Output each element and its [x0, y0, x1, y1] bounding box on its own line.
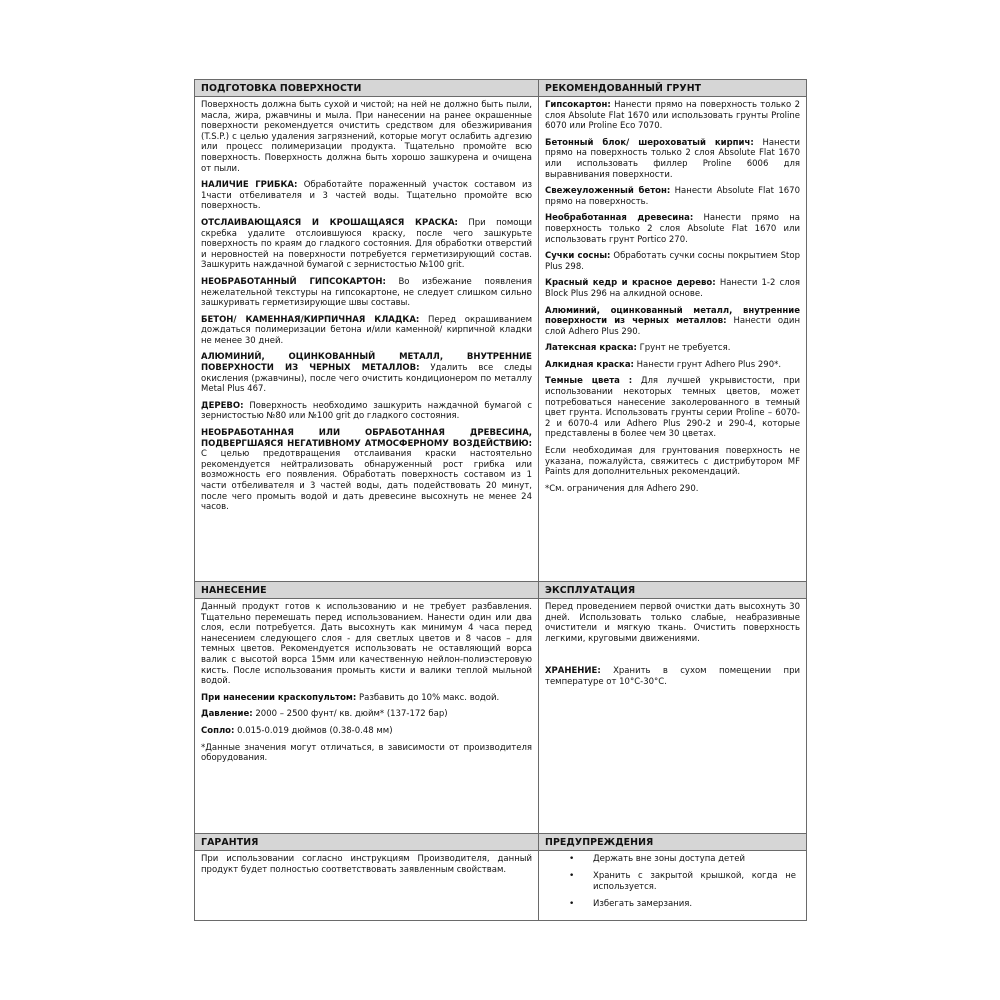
wood-paragraph	[201, 401, 532, 422]
primer-wood	[545, 213, 800, 245]
warning-item: • Избегать замерзания.	[565, 899, 800, 910]
primer-dark-text: Для лучшей укрывистости, при использовании некоторых темных цветов, может потребоваться нанесение заколерованного в темный цвет грунта. Использовать грунты серии Proline – 6070-2 и 6070-4 или Adhero Plus 290-2 и 290-4, которые представлены в более чем 30 цветах.	[545, 376, 801, 440]
content-row-1	[195, 97, 807, 582]
primer-alkyd	[545, 360, 800, 371]
peel-paragraph	[201, 218, 532, 271]
wood-label: ДЕРЕВО:	[201, 400, 244, 411]
warning-item: • Хранить с закрытой крышкой, когда не используется.	[565, 871, 800, 892]
primer-note: *См. ограничения для Adhero 290.	[545, 483, 699, 494]
pressure-text: 2000 – 2500 фунт/ кв. дюйм* (137-172 бар)	[255, 709, 448, 720]
primer-contact: Если необходимая для грунтования поверхность не указана, пожалуйста, свяжитесь с дистрибутором MF Paints для дополнительных рекомендаций.	[545, 446, 800, 478]
spray-label: При нанесении краскопультом:	[201, 692, 357, 703]
concrete-text: Перед окрашиванием дождаться полимеризации бетона и/или каменной/ кирпичной кладки не менее 30 дней.	[201, 314, 532, 346]
primer-alkyd-text: Нанести грунт Adhero Plus 290*.	[636, 359, 782, 370]
concrete-label: БЕТОН/ КАМЕННАЯ/КИРПИЧНАЯ КЛАДКА:	[201, 314, 420, 325]
primer-fresh-concrete	[545, 186, 800, 207]
content-row-2	[195, 599, 807, 834]
warnings-list	[545, 854, 800, 909]
nozzle-text: 0.015-0.019 дюймов (0.38-0.48 мм)	[237, 725, 393, 736]
maintenance-intro: Перед проведением первой очистки дать высохнуть 30 дней. Использовать только слабые, неабразивные очистители и мягкую ткань. Очистить поверхность легкими, круговыми движениями.	[545, 602, 800, 644]
weathered-text: С целью предотвращения отслаивания краски настоятельно рекомендуется нейтрализовать обнаруженный рост грибка или возможность его появления. Обработать поверхность составом из 1 части отбеливателя и 3 частей воды, дать подействовать 20 минут, после чего промыть водой и дать древесине высохнуть не менее 24 часов.	[201, 449, 532, 513]
datasheet-table	[194, 79, 807, 921]
primer-wood-text: Нанести прямо на поверхность только 2 слоя Absolute Flat 1670 или использовать грунт Portico 270.	[545, 213, 801, 245]
drywall-label: НЕОБРАБОТАННЫЙ ГИПСОКАРТОН:	[201, 276, 386, 287]
mold-label: НАЛИЧИЕ ГРИБКА:	[201, 180, 298, 191]
primer-drywall-text: Нанести прямо на поверхность только 2 слоя Absolute Flat 1670 или использовать грунты Proline 6070 или Proline Eco 7070.	[545, 100, 800, 132]
warranty-heading: ГАРАНТИЯ	[195, 834, 539, 851]
peel-text: При помощи скребка удалите отслоившуюся краску, после чего зашкурьте поверхность по краям до гладкого состояния. Для обработки отверстий и неровностей на поверхности потребуется герметизирующий состав. Зашкурить наждачной бумагой с зернистостью №100 grit.	[201, 217, 533, 271]
storage-label: ХРАНЕНИЕ:	[545, 666, 601, 677]
warning-item: • Держать вне зоны доступа детей	[565, 854, 800, 865]
nozzle-paragraph	[201, 726, 532, 737]
metal-label: АЛЮМИНИЙ, ОЦИНКОВАННЫЙ МЕТАЛЛ, ВНУТРЕННИЕ ПОВЕРХНОСТИ ИЗ ЧЕРНЫХ МЕТАЛЛОВ:	[201, 352, 532, 374]
primer-block-label: Бетонный блок/ шероховатый кирпич:	[545, 137, 754, 148]
primer-metal-label: Алюминий, оцинкованный металл, внутренние поверхности из черных металлов:	[545, 305, 800, 327]
surface-prep-heading: ПОДГОТОВКА ПОВЕРХНОСТИ	[195, 80, 539, 97]
primer-block-text: Нанести прямо на поверхность только 2 слоя Absolute Flat 1670 или использовать филлер Proline 6006 для выравнивания поверхности.	[545, 137, 800, 180]
mold-text: Обработайте пораженный участок составом из 1части отбеливателя и 3 частей воды. Тщательно промойте всю поверхность.	[201, 180, 532, 212]
primer-fresh-label: Свежеуложенный бетон:	[545, 186, 671, 197]
primer-heading: РЕКОМЕНДОВАННЫЙ ГРУНТ	[539, 80, 807, 97]
surface-prep-section	[195, 97, 539, 582]
primer-cedar	[545, 278, 800, 299]
primer-fresh-text: Нанести Absolute Flat 1670 прямо на поверхность.	[545, 186, 801, 207]
drywall-text: Во избежание появления нежелательной текстуры на гипсокартоне, не следует слишком сильно зашкуривать герметизирующие швы составы.	[201, 276, 532, 309]
header-row-2	[195, 582, 807, 599]
application-note: *Данные значения могут отличаться, в зависимости от производителя оборудования.	[201, 742, 532, 764]
maintenance-section	[539, 599, 807, 834]
pressure-paragraph	[201, 709, 532, 720]
primer-wood-label: Необработанная древесина:	[545, 213, 694, 224]
primer-latex-text: Грунт не требуется.	[639, 343, 731, 354]
metal-text: Удалить все следы окисления (ржавчины), после чего очистить кондиционером по металлу Metal Plus 467.	[201, 363, 532, 395]
primer-dark-label: Темные цвета :	[545, 376, 633, 387]
warnings-heading: ПРЕДУПРЕЖДЕНИЯ	[539, 834, 807, 851]
primer-latex	[545, 343, 800, 354]
primer-alkyd-label: Алкидная краска:	[545, 359, 634, 370]
warranty-section	[195, 851, 539, 921]
primer-cedar-label: Красный кедр и красное дерево:	[545, 278, 716, 289]
primer-knots-label: Сучки сосны:	[545, 251, 611, 262]
mold-paragraph	[201, 180, 532, 212]
primer-drywall	[545, 100, 800, 132]
primer-block	[545, 138, 800, 180]
maintenance-heading: ЭКСПЛУАТАЦИЯ	[539, 582, 807, 599]
pressure-label: Давление:	[201, 709, 253, 720]
spray-paragraph	[201, 693, 532, 704]
primer-metal-text: Нанести один слой Adhero Plus 290.	[545, 316, 801, 337]
concrete-paragraph	[201, 315, 532, 347]
primer-section	[539, 97, 807, 582]
nozzle-label: Сопло:	[201, 725, 235, 736]
header-row-1	[195, 80, 807, 97]
wood-text: Поверхность необходимо зашкурить наждачной бумагой с зернистостью №80 или №100 grit до гладкого состояния.	[201, 400, 532, 422]
header-row-3	[195, 834, 807, 851]
weathered-paragraph	[201, 428, 532, 513]
surface-intro: Поверхность должна быть сухой и чистой; на ней не должно быть пыли, масла, жира, ржавчины и мыла. При нанесении на ранее окрашенные поверхности рекомендуется очистить средством для обезжиривания (T.S.P.) с целью удаления загрязнений, которые могут ослабить адгезию или процесс полимеризации продукта. Тщательно промойте всю поверхность. Поверхность должна быть хорошо зашкурена и очищена от пыли.	[201, 100, 532, 174]
content-row-3	[195, 851, 807, 921]
application-section	[195, 599, 539, 834]
warranty-text: При использовании согласно инструкциям Производителя, данный продукт будет полностью соответствовать заявленным свойствам.	[201, 854, 532, 875]
primer-cedar-text: Нанести 1-2 слоя Block Plus 296 на алкидной основе.	[545, 278, 800, 299]
application-heading: НАНЕСЕНИЕ	[195, 582, 539, 599]
drywall-paragraph	[201, 277, 532, 309]
storage-paragraph	[545, 666, 800, 687]
storage-text: Хранить в сухом помещении при температуре от 10°C-30°C.	[545, 666, 801, 687]
warnings-section	[539, 851, 807, 921]
primer-drywall-label: Гипсокартон:	[545, 100, 611, 110]
spray-text: Разбавить до 10% макс. водой.	[358, 692, 500, 703]
primer-metal	[545, 306, 800, 338]
primer-knots-text: Обработать сучки сосны покрытием Stop Plus 298.	[545, 251, 800, 272]
application-intro: Данный продукт готов к использованию и не требует разбавления. Тщательно перемешать перед использованием. Нанести один или два слоя, если потребуется. Дать высохнуть как минимум 4 часа перед нанесением следующего слоя - для светлых цветов и 8 часов – для темных цветов. Рекомендуется использовать не оставляющий ворса валик с высотой ворса 15мм или качественную нейлон-полиэстеровую кисть. После использования промыть кисти и валики теплой мыльной водой.	[201, 602, 532, 687]
primer-latex-label: Латексная краска:	[545, 343, 637, 354]
primer-dark	[545, 376, 800, 440]
weathered-label: НЕОБРАБОТАННАЯ ИЛИ ОБРАБОТАННАЯ ДРЕВЕСИНА, ПОДВЕРГШАЯСЯ НЕГАТИВНОМУ АТМОСФЕРНОМУ ВОЗДЕЙСТВИЮ:	[201, 428, 532, 449]
peel-label: ОТСЛАИВАЮЩАЯСЯ И КРОШАЩАЯСЯ КРАСКА:	[201, 217, 458, 228]
metal-paragraph	[201, 352, 532, 394]
primer-knots	[545, 251, 800, 272]
